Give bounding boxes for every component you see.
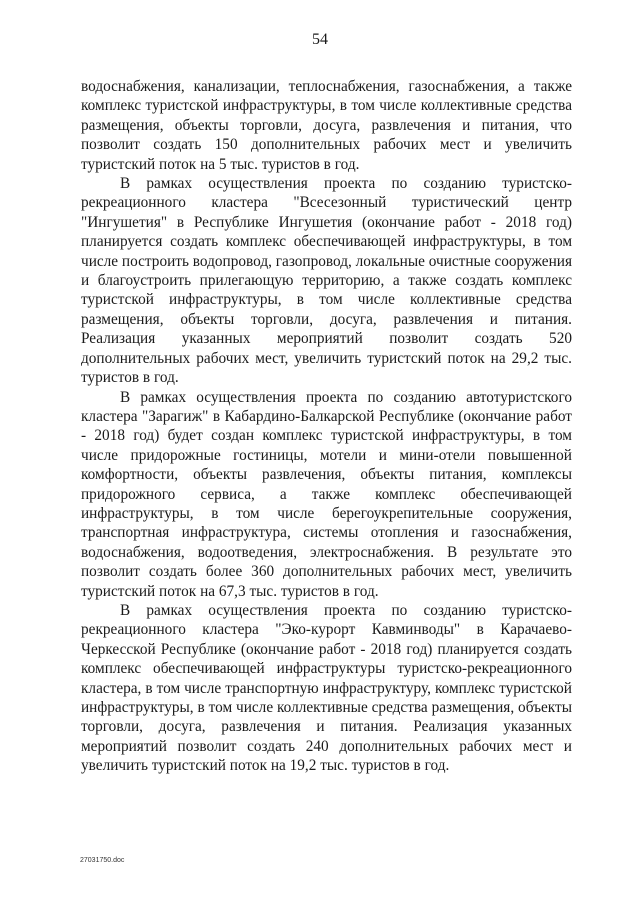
paragraph-kavminvody-cluster: В рамках осуществления проекта по созданию туристско-рекреационного кластера "Эко-курорт Кавминводы" в Карачаево-Черкесской Республике (окончание работ - 2018 год) планируется создать комплекс обеспечивающей инфраструктуры туристско-рекреационного кластера, в том числе транспортную инфраструктуру, комплекс туристской инфраструктуры, в том числе коллективные средства размещения, объекты торговли, досуга, развлечения и питания. Реализация указанных мероприятий позволит создать 240 дополнительных рабочих мест и увеличить туристский поток на 19,2 тыс. туристов в год. <box>81 601 572 775</box>
paragraph-ingushetia-cluster: В рамках осуществления проекта по созданию туристско-рекреационного кластера "Всесезонный туристический центр "Ингушетия" в Республике Ингушетия (окончание работ - 2018 год) планируется создать комплекс обеспечивающей инфраструктуры, в том числе построить водопровод, газопровод, локальные очистные сооружения и благоустроить прилегающую территорию, а также создать комплекс туристской инфраструктуры, в том числе коллективные средства размещения, объекты торговли, досуга, развлечения и питания. Реализация указанных мероприятий позволит создать 520 дополнительных рабочих мест, увеличить туристский поток на 29,2 тыс. туристов в год. <box>81 175 572 387</box>
paragraph-zaragizh-cluster: В рамках осуществления проекта по созданию автотуристского кластера "Зарагиж" в Кабардино-Балкарской Республике (окончание работ - 2018 год) будет создан комплекс туристской инфраструктуры, в том числе придорожные гостиницы, мотели и мини-отели повышенной комфортности, объекты развлечения, объекты питания, комплексы придорожного сервиса, а также комплекс обеспечивающей инфраструктуры, в том числе берегоукрепительные сооружения, транспортная инфраструктура, системы отопления и газоснабжения, водоснабжения, водоотведения, электроснабжения. В результате это позволит создать более 360 дополнительных рабочих мест, увеличить туристский поток на 67,3 тыс. туристов в год. <box>81 388 572 600</box>
footer-file-code: 27031750.doc <box>80 857 125 864</box>
document-body <box>81 77 572 776</box>
page-number: 54 <box>312 31 328 48</box>
paragraph-continued: водоснабжения, канализации, теплоснабжения, газоснабжения, а также комплекс туристской инфраструктуры, в том числе коллективные средства размещения, объекты торговли, досуга, развлечения и питания, что позволит создать 150 дополнительных рабочих мест и увеличить туристский поток на 5 тыс. туристов в год. <box>81 78 572 173</box>
